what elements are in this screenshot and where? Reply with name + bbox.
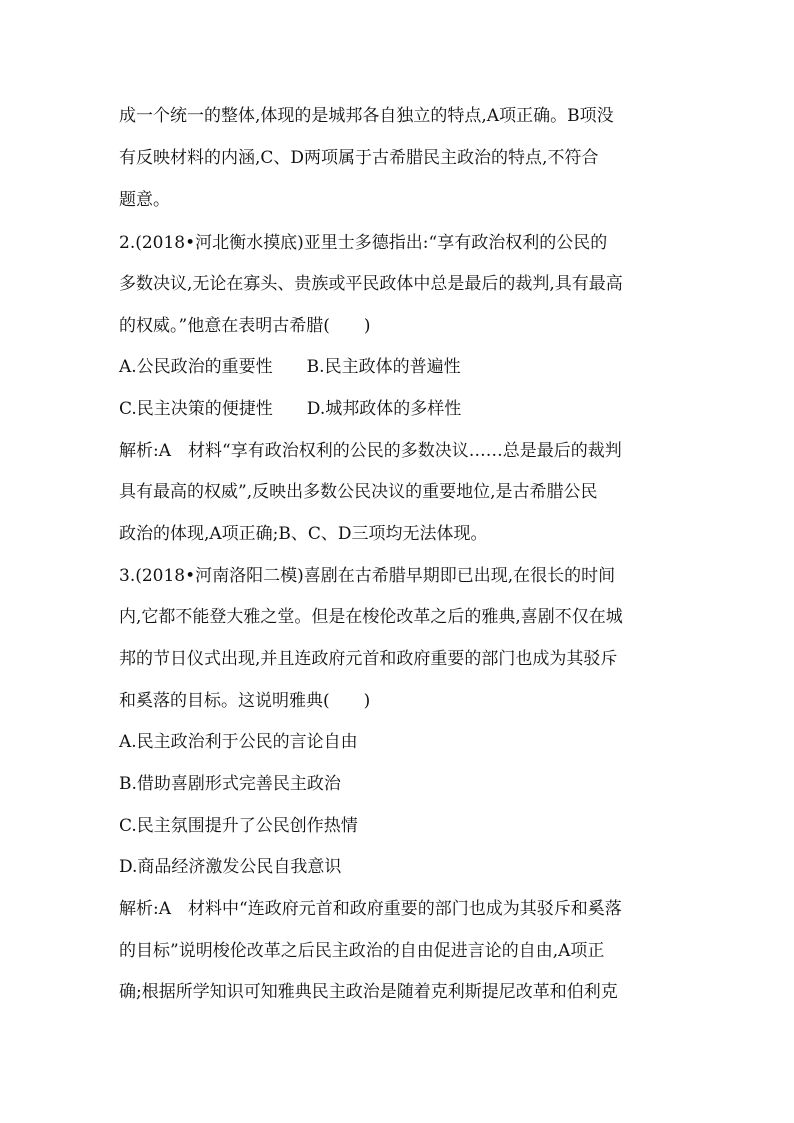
question-2-stem: 的权威。”他意在表明古希腊( ) (119, 316, 371, 336)
question-3-option-a: A.民主政治利于公民的言论自由 (119, 732, 358, 752)
question-2-stem: 2.(2018•河北衡水摸底)亚里士多德指出:“享有政治权利的公民的 (119, 233, 608, 253)
question-3-analysis: 确;根据所学知识可知雅典民主政治是随着克利斯提尼改革和伯利克 (119, 982, 618, 1002)
question-2-analysis: 具有最高的权威”,反映出多数公民决议的重要地位,是古希腊公民 (119, 482, 598, 502)
question-3-option-d: D.商品经济激发公民自我意识 (119, 857, 342, 877)
question-3-option-b: B.借助喜剧形式完善民主政治 (119, 774, 341, 794)
question-3-analysis: 的目标”说明梭伦改革之后民主政治的自由促进言论的自由,A项正 (119, 941, 605, 961)
question-3-option-c: C.民主氛围提升了公民创作热情 (119, 816, 358, 836)
text-line: 有反映材料的内涵,C、D两项属于古希腊民主政治的特点,不符合 (119, 148, 599, 168)
text-line: 成一个统一的整体,体现的是城邦各自独立的特点,A项正确。B项没 (119, 106, 614, 126)
question-2-analysis: 政治的体现,A项正确;B、C、D三项均无法体现。 (119, 524, 488, 544)
question-3-stem: 内,它都不能登大雅之堂。但是在梭伦改革之后的雅典,喜剧不仅在城 (119, 607, 623, 627)
question-2-analysis: 解析:A 材料“享有政治权利的公民的多数决议……总是最后的裁判 (119, 441, 622, 461)
question-3-stem: 和奚落的目标。这说明雅典( ) (119, 691, 371, 711)
text-line: 题意。 (119, 190, 170, 210)
question-3-analysis: 解析:A 材料中“连政府元首和政府重要的部门也成为其驳斥和奚落 (119, 899, 622, 919)
question-2-stem: 多数决议,无论在寡头、贵族或平民政体中总是最后的裁判,具有最高 (119, 274, 623, 294)
question-2-options: C.民主决策的便捷性 D.城邦政体的多样性 (119, 399, 462, 419)
question-2-options: A.公民政治的重要性 B.民主政体的普遍性 (119, 357, 461, 377)
question-3-stem: 3.(2018•河南洛阳二模)喜剧在古希腊早期即已出现,在很长的时间 (119, 566, 616, 586)
question-3-stem: 邦的节日仪式出现,并且连政府元首和政府重要的部门也成为其驳斥 (119, 649, 618, 669)
